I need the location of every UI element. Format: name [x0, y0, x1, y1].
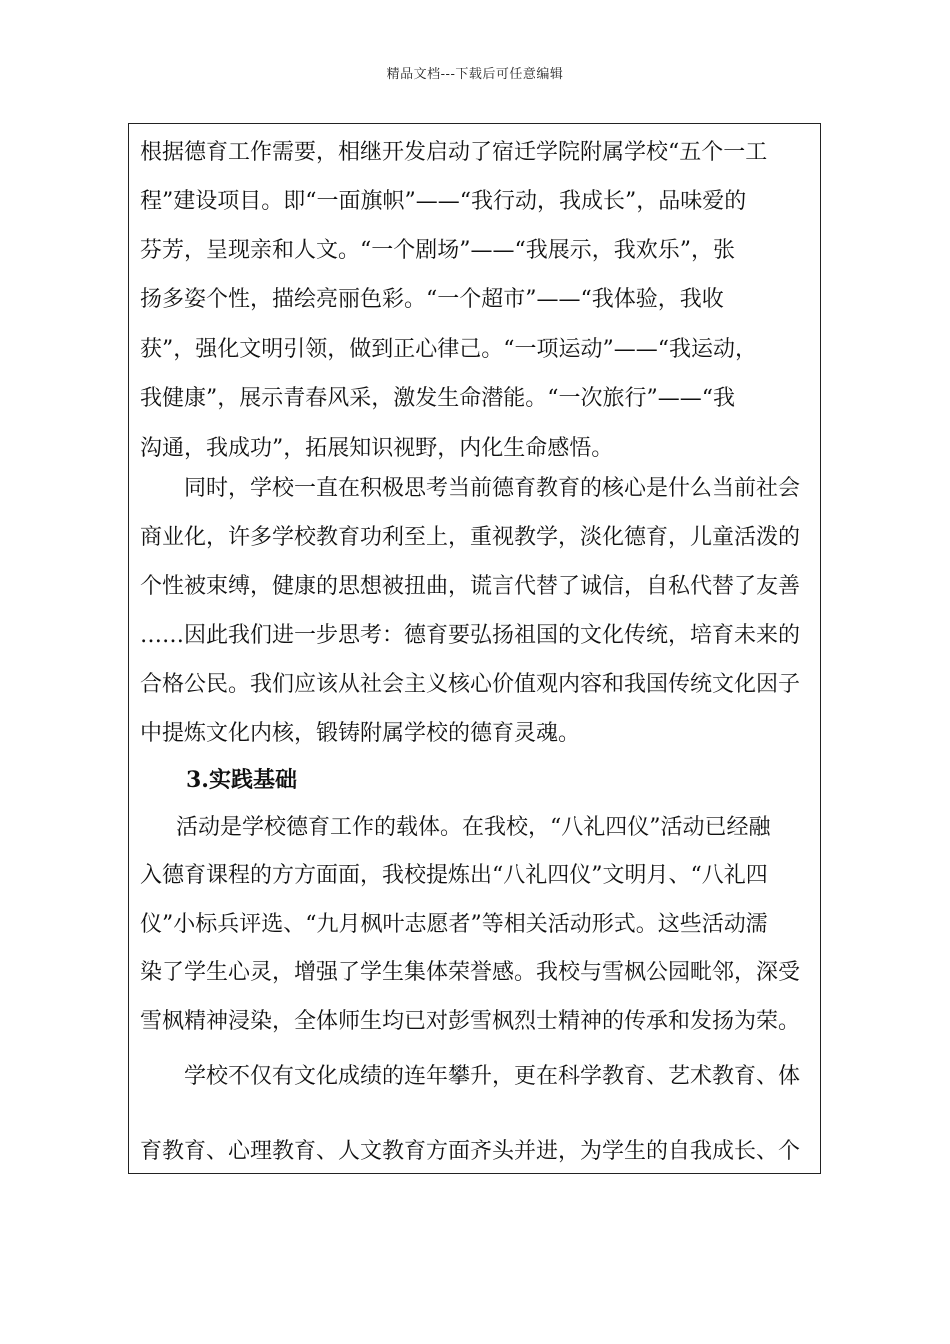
text-line: 学校不仅有文化成绩的连年攀升，更在科学教育、艺术教育、体 — [184, 1064, 801, 1089]
text-line: 活动是学校德育工作的载体。在我校，“八礼四仪”活动已经融 — [176, 815, 771, 840]
text-line: 仪”小标兵评选、“九月枫叶志愿者”等相关活动形式。这些活动濡 — [140, 912, 768, 937]
text-line: 入德育课程的方方面面，我校提炼出“八礼四仪”文明月、“八礼四 — [140, 863, 768, 888]
text-line: 合格公民。我们应该从社会主义核心价值观内容和我国传统文化因子 — [140, 672, 801, 697]
text-line: 获”，强化文明引领，做到正心律己。“一项运动”——“我运动， — [140, 337, 757, 362]
text-line: ……因此我们进一步思考：德育要弘扬祖国的文化传统，培育未来的 — [140, 623, 801, 648]
text-line: 根据德育工作需要，相继开发启动了宿迁学院附属学校“五个一工 — [140, 140, 768, 165]
text-line: 沟通，我成功”，拓展知识视野，内化生命感悟。 — [140, 436, 614, 461]
text-line: 个性被束缚，健康的思想被扭曲，谎言代替了诚信，自私代替了友善 — [140, 574, 801, 599]
page-header: 精品文档---下载后可任意编辑 — [386, 67, 564, 82]
text-line: 芬芳，呈现亲和人文。“一个剧场”——“我展示，我欢乐”，张 — [140, 238, 735, 263]
text-line: 染了学生心灵，增强了学生集体荣誉感。我校与雪枫公园毗邻，深受 — [140, 960, 801, 985]
text-line: 程”建设项目。即“一面旗帜”——“我行动，我成长”，品味爱的 — [140, 189, 747, 214]
text-line: 育教育、心理教育、人文教育方面齐头并进，为学生的自我成长、个 — [140, 1139, 801, 1164]
text-line: 雪枫精神浸染，全体师生均已对彭雪枫烈士精神的传承和发扬为荣。 — [140, 1009, 801, 1034]
text-line: 中提炼文化内核，锻铸附属学校的德育灵魂。 — [140, 721, 581, 746]
text-line: 同时，学校一直在积极思考当前德育教育的核心是什么当前社会 — [184, 476, 801, 501]
section-heading: 3.实践基础 — [186, 767, 297, 793]
text-line: 扬多姿个性，描绘亮丽色彩。“一个超市”——“我体验，我收 — [140, 287, 724, 312]
text-line: 商业化，许多学校教育功利至上，重视教学，淡化德育，儿童活泼的 — [140, 525, 801, 550]
text-line: 我健康”，展示青春风采，激发生命潜能。“一次旅行”——“我 — [140, 386, 735, 411]
